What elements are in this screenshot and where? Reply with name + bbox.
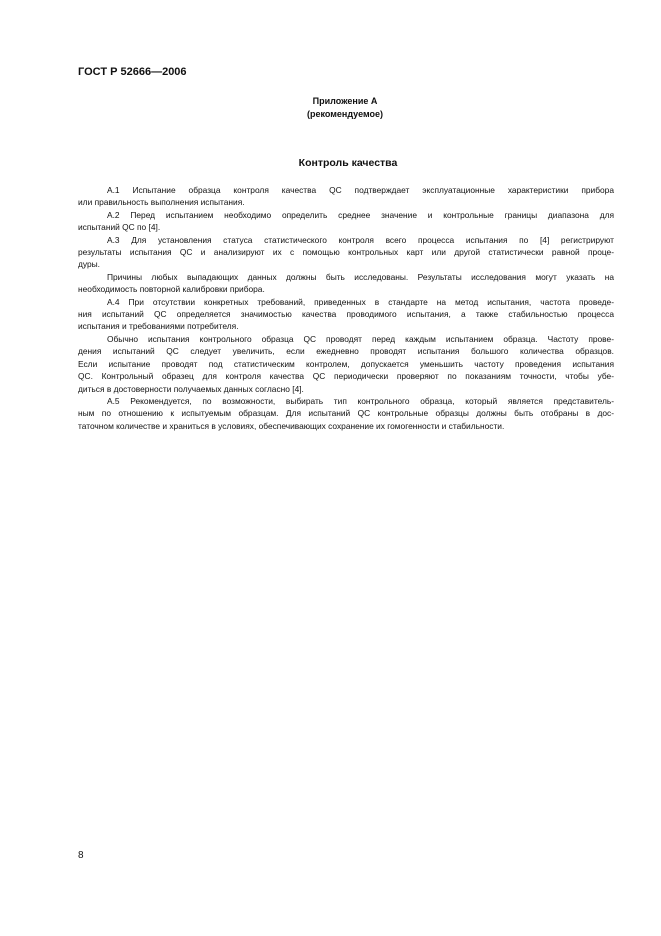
text-line: Причины любых выпадающих данных должны быть исследованы. Результаты исследования могут указать на (107, 271, 614, 282)
text-line: А.1 Испытание образца контроля качества QC подтверждает эксплуатационные характеристики прибора (107, 185, 614, 195)
appendix-title: Приложение А (312, 96, 378, 106)
paragraph (78, 184, 614, 209)
text-line: А.2 Перед испытанием необходимо определить среднее значение и контрольные границы диапазона для (107, 209, 614, 220)
text-line: ным по отношению к испытуемым образцам. Для испытаний QC контрольные образцы должны быть отобраны в дос- (78, 408, 614, 419)
text-line: А.4 При отсутствии конкретных требований, приведенных в стандарте на метод испытания, частота проведе- (107, 296, 614, 307)
text-line: результаты испытания QC и анализируют их с помощью контрольных карт или другой статистически равной проце- (78, 247, 614, 258)
paragraph (78, 296, 614, 333)
paragraph (78, 271, 614, 296)
text-line: дуры. (78, 259, 100, 270)
text-line: А.5 Рекомендуется, по возможности, выбирать тип контрольного образца, который является представитель- (107, 395, 614, 406)
text-line: или правильность выполнения испытания. (78, 197, 245, 208)
text-line: испытаний QC по [4]. (78, 222, 161, 233)
text-line: дения испытаний QC следует увеличить, если ежедневно проводят испытания большого количества образцов. (78, 346, 614, 357)
text-line: диться в достоверности получаемых данных согласно [4]. (78, 383, 304, 394)
text-line: испытания и требованиями потребителя. (78, 321, 239, 332)
section-title: Контроль качества (298, 157, 398, 169)
paragraph (78, 234, 614, 271)
page-number: 8 (78, 850, 84, 861)
standard-header: ГОСТ Р 52666—2006 (78, 66, 187, 78)
text-line: необходимость повторной калибровки прибора. (78, 284, 265, 295)
text-line: QC. Контрольный образец для контроля качества QC периодически проверяют по показаниям точности, чтобы убе- (78, 371, 614, 382)
paragraph (78, 395, 614, 432)
paragraph (78, 333, 614, 395)
text-line: Обычно испытания контрольного образца QC проводят перед каждым испытанием образца. Частоту прове- (107, 333, 614, 344)
appendix-note: (рекомендуемое) (307, 109, 383, 119)
text-line: А.3 Для установления статуса статистического контроля всего процесса испытания по [4] регистрируют (107, 234, 614, 245)
text-line: Если испытание проводят под статистическим контролем, допускается уменьшить частоту проведения испытания (78, 358, 614, 369)
text-line: таточном количестве и храниться в условиях, обеспечивающих сохранение их гомогенности и стабильности. (78, 420, 505, 431)
paragraph (78, 209, 614, 234)
text-line: ния испытаний QC определяется значимостью качества проводимого испытания, а также стабильностью процесса (78, 309, 614, 320)
document-body (78, 184, 614, 432)
